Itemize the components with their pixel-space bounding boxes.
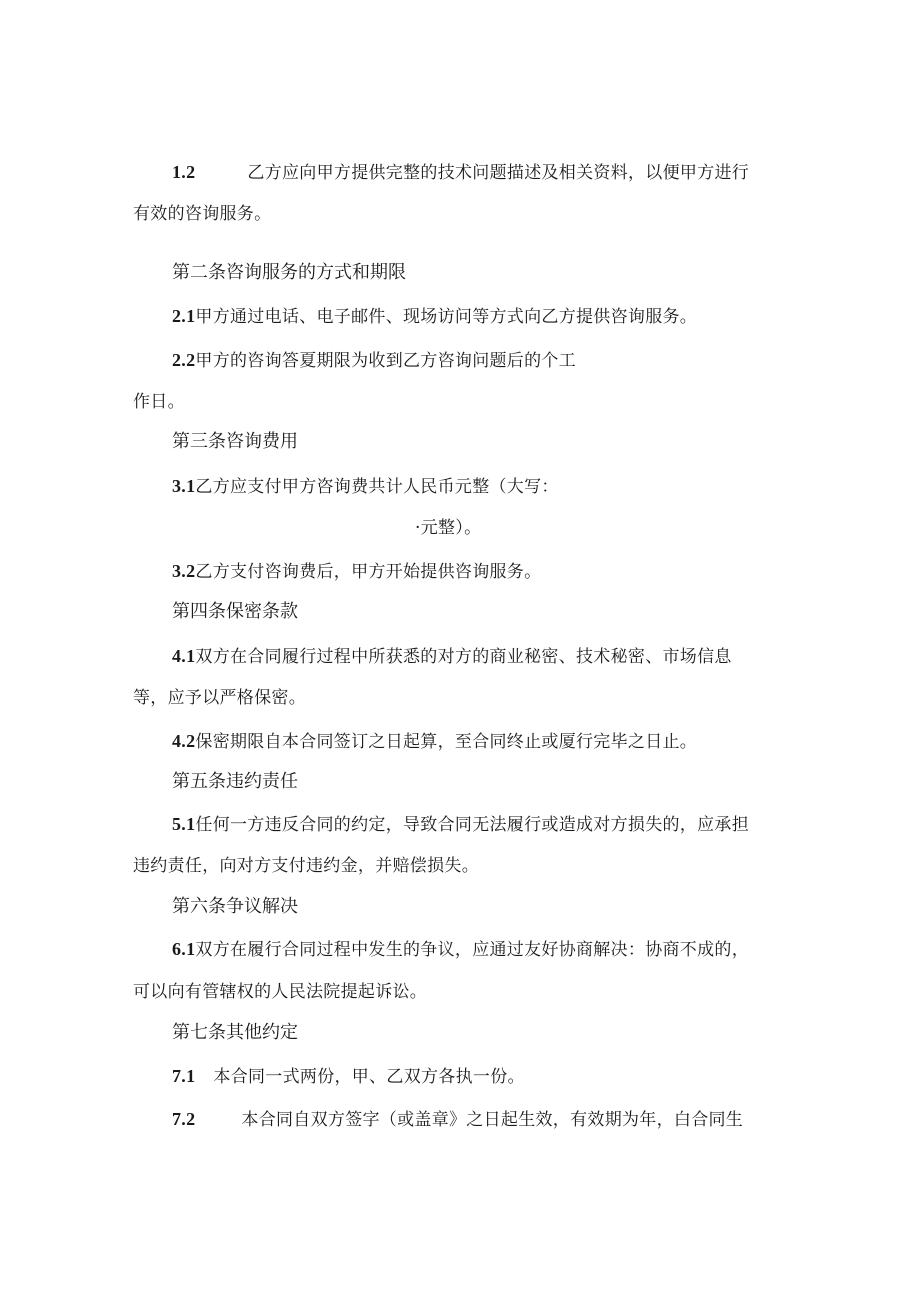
- article-7-heading: 第七条其他约定: [172, 1022, 298, 1043]
- article-2-heading: 第二条咨询服务的方式和期限: [172, 262, 406, 283]
- clause-2-1: [172, 304, 697, 329]
- clause-text: 甲方的咨询答夏期限为收到乙方咨询问题后的个工: [195, 351, 577, 371]
- clause-5-1-continuation: 违约责任，向对方支付违约金，并赔偿损失。: [133, 856, 479, 876]
- clause-5-1: [172, 812, 749, 837]
- clause-3-2: [172, 559, 541, 584]
- clause-number: 4.1: [172, 646, 196, 666]
- clause-text: 乙方支付咨询费后，甲方开始提供咨询服务。: [195, 562, 542, 582]
- clause-1-2-continuation: 有效的咨询服务。: [133, 204, 272, 224]
- clause-2-2: [172, 348, 576, 373]
- clause-6-1-continuation: 可以向有管辖权的人民法院提起诉讼。: [133, 982, 428, 1002]
- clause-text: 双方在履行合同过程中发生的争议，应通过友好协商解决：协商不成的，: [195, 940, 750, 960]
- clause-1-2: [172, 160, 749, 185]
- article-5-heading: 第五条违约责任: [172, 771, 298, 792]
- article-6-heading: 第六条争议解决: [172, 896, 298, 917]
- clause-4-1-continuation: 等，应予以严格保密。: [133, 688, 306, 708]
- clause-7-2: [172, 1107, 743, 1132]
- clause-7-1: [172, 1064, 525, 1089]
- clause-2-2-continuation: 作日。: [133, 392, 185, 412]
- clause-number: 6.1: [172, 939, 196, 959]
- clause-text: 乙方应向甲方提供完整的技术问题描述及相关资料，以便甲方进行: [247, 163, 750, 183]
- clause-3-1-continuation: ·元整）。: [415, 518, 482, 538]
- clause-text: 本合同一式两份，甲、乙双方各执一份。: [213, 1067, 525, 1087]
- clause-number: 7.2: [172, 1109, 196, 1129]
- clause-text: 任何一方违反合同的约定，导致合同无法履行或造成对方损失的，应承担: [195, 815, 750, 835]
- clause-text: 保密期限自本合同签订之日起算，至合同终止或厦行完毕之日止。: [195, 732, 698, 752]
- clause-6-1: [172, 937, 749, 962]
- clause-3-1: [172, 474, 559, 499]
- article-4-heading: 第四条保密条款: [172, 601, 298, 622]
- clause-text: 本合同自双方签字（或盖章》之日起生效，有效期为年，白合同生: [241, 1110, 744, 1130]
- article-3-heading: 第三条咨询费用: [172, 431, 298, 452]
- clause-4-2: [172, 729, 697, 754]
- clause-number: 7.1: [172, 1066, 196, 1086]
- clause-number: 3.2: [172, 561, 196, 581]
- clause-text: 乙方应支付甲方咨询费共计人民币元整（大写：: [195, 477, 559, 497]
- clause-number: 1.2: [172, 162, 196, 182]
- clause-text: 甲方通过电话、电子邮件、现场访问等方式向乙方提供咨询服务。: [195, 307, 698, 327]
- clause-number: 4.2: [172, 731, 196, 751]
- clause-number: 3.1: [172, 476, 196, 496]
- clause-4-1: [172, 644, 732, 669]
- clause-number: 2.1: [172, 306, 196, 326]
- clause-text: 双方在合同履行过程中所获悉的对方的商业秘密、技术秘密、市场信息: [195, 647, 732, 667]
- clause-number: 5.1: [172, 814, 196, 834]
- clause-number: 2.2: [172, 350, 196, 370]
